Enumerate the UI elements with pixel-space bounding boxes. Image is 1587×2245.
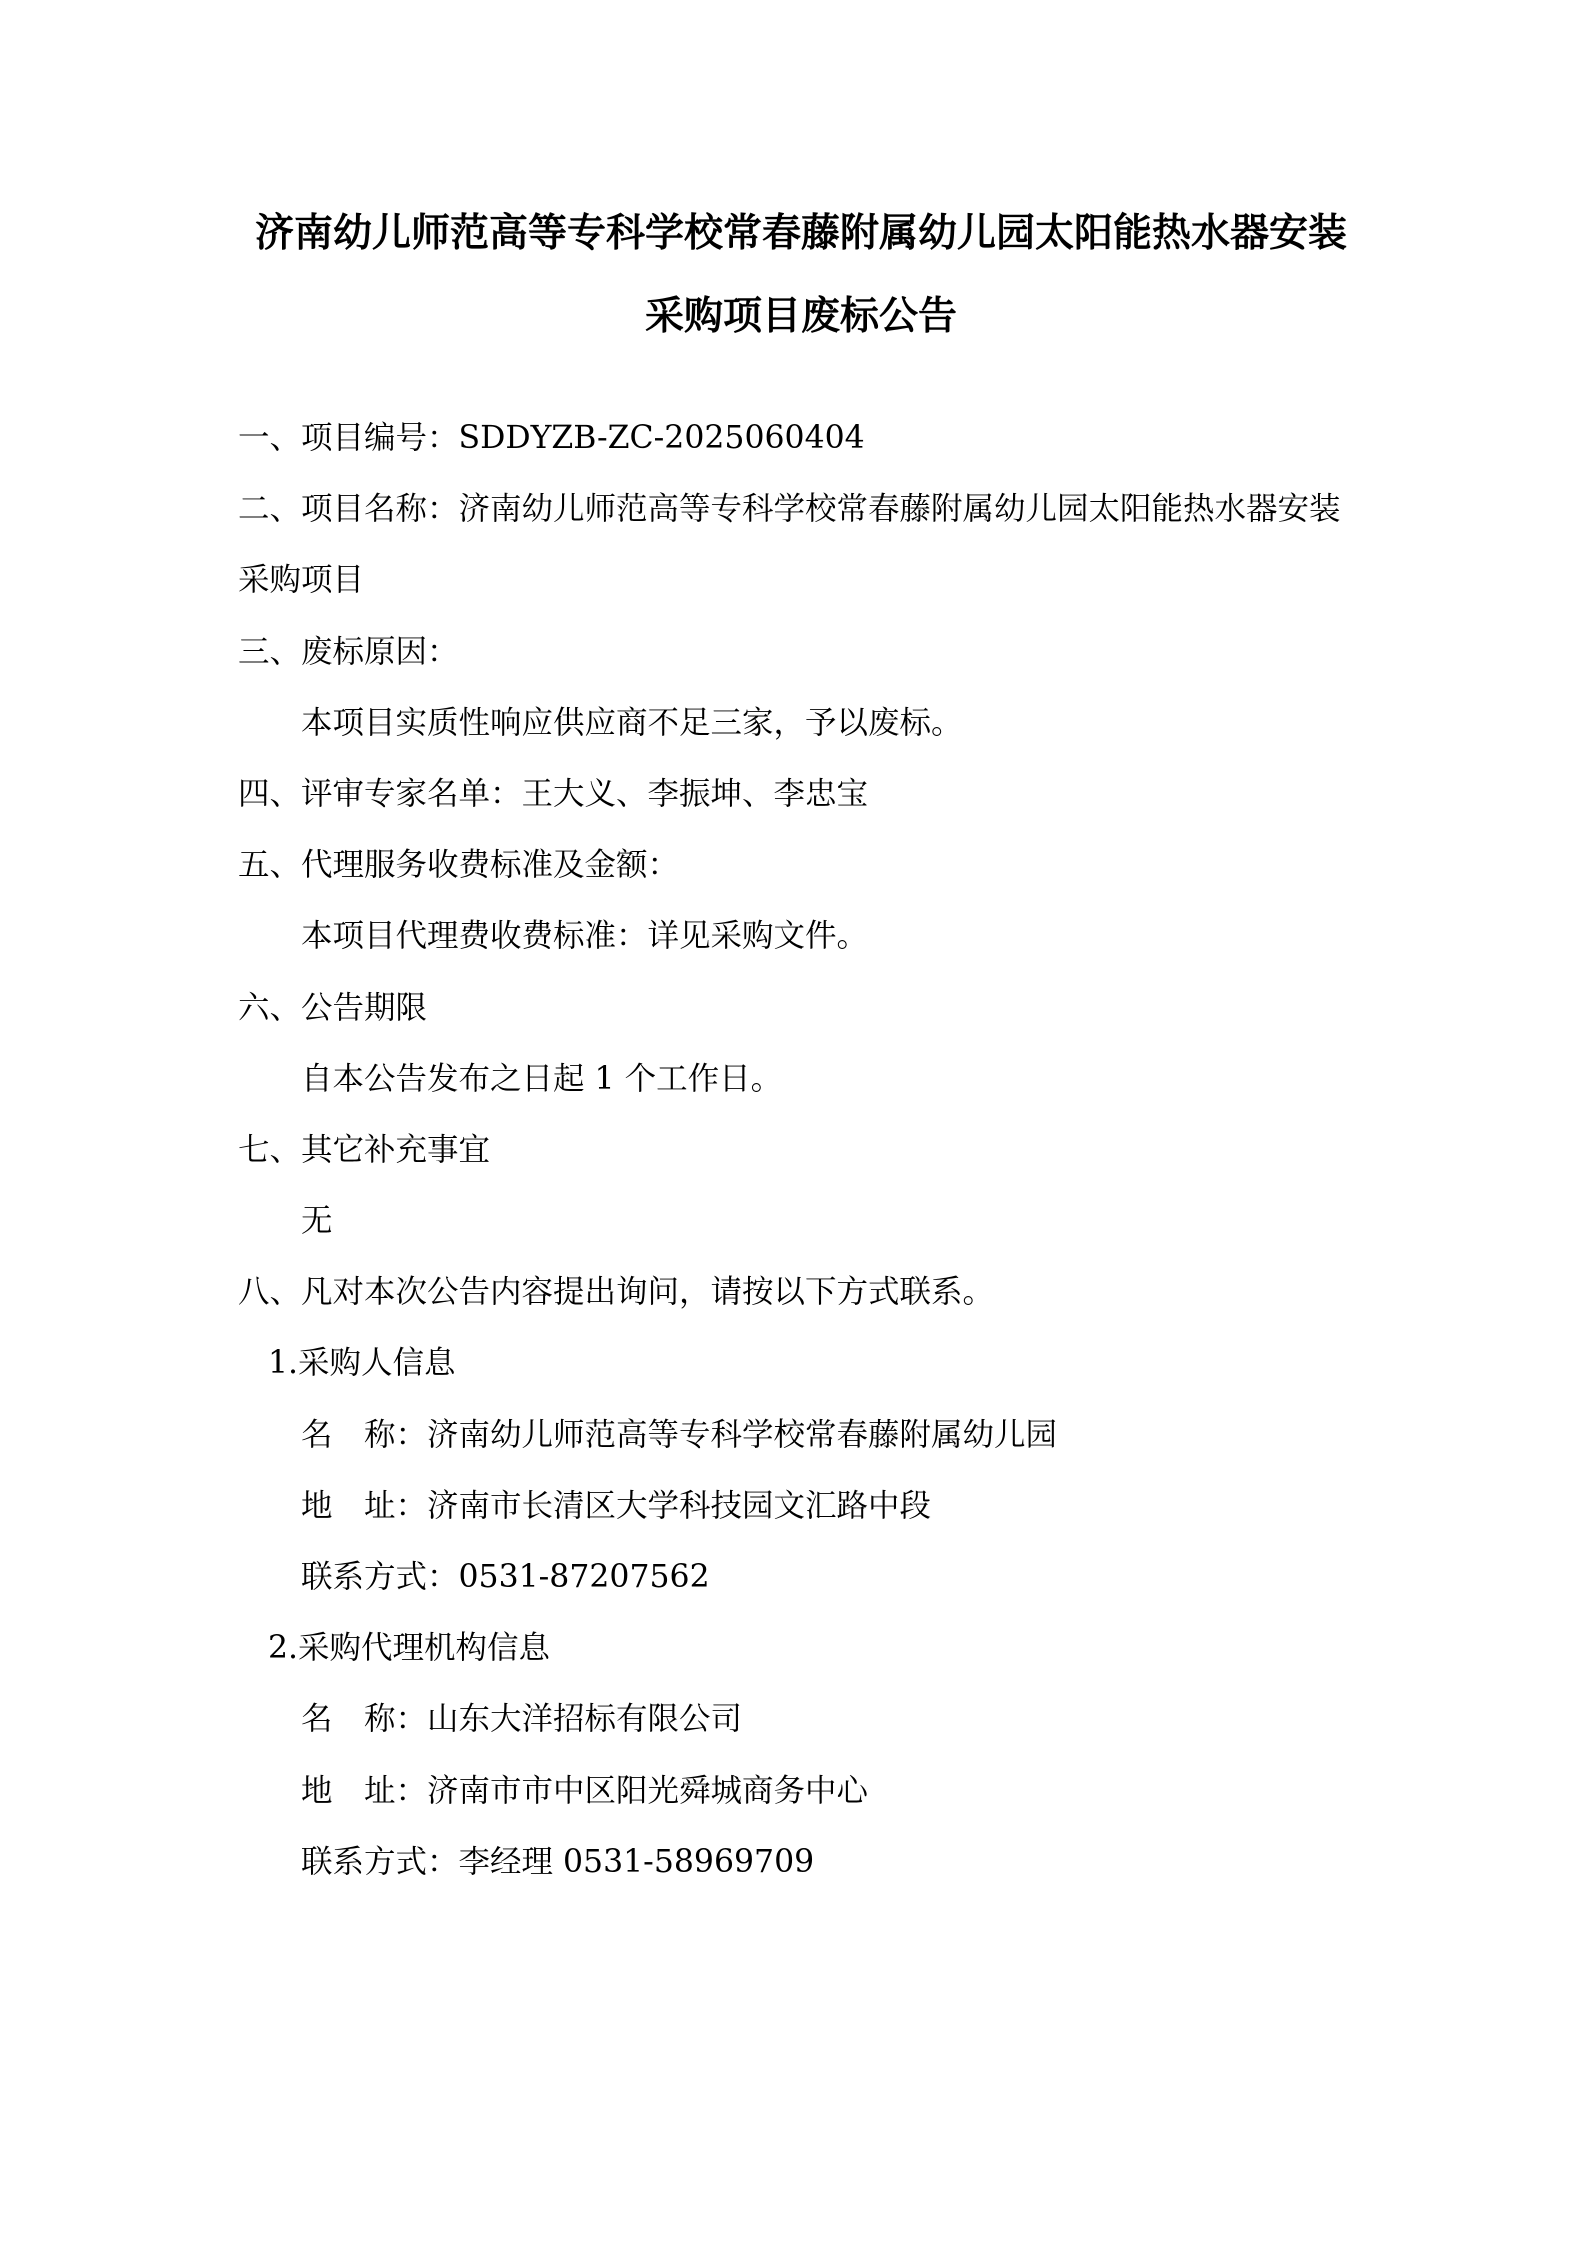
section-expert-list: 四、评审专家名单：王大义、李振坤、李忠宝 [238,775,869,812]
purchaser-info-title: 1.采购人信息 [268,1345,456,1382]
section-project-number: 一、项目编号：SDDYZB-ZC-2025060404 [238,420,865,456]
title-line-1: 济南幼儿师范高等专科学校常春藤附属幼儿园太阳能热水器安装 [254,210,1347,256]
notice-period-text: 自本公告发布之日起 1 个工作日。 [301,1060,783,1097]
section-agency-fee: 五、代理服务收费标准及金额： [238,847,680,884]
purchaser-phone: 联系方式：0531-87207562 [301,1559,710,1595]
other-matters-text: 无 [301,1203,333,1240]
purchaser-address: 地 址：济南市长清区大学科技园文汇路中段 [301,1487,932,1524]
section-rejection-reason: 三、废标原因： [238,633,459,670]
agency-phone: 联系方式：李经理 0531-58969709 [301,1843,815,1880]
document-title [238,192,1364,358]
agency-name: 名 称：山东大洋招标有限公司 [301,1701,743,1738]
agency-info-title: 2.采购代理机构信息 [268,1630,551,1667]
agency-address: 地 址：济南市市中区阳光舜城商务中心 [301,1772,869,1809]
agency-fee-text: 本项目代理费收费标准：详见采购文件。 [301,918,869,955]
section-contact-info: 八、凡对本次公告内容提出询问，请按以下方式联系。 [238,1274,995,1311]
purchaser-name: 名 称：济南幼儿师范高等专科学校常春藤附属幼儿园 [301,1416,1058,1453]
rejection-reason-text: 本项目实质性响应供应商不足三家，予以废标。 [301,704,963,741]
section-notice-period: 六、公告期限 [238,989,428,1026]
title-line-2: 采购项目废标公告 [644,293,957,339]
section-project-name-continued: 采购项目 [238,562,365,599]
document-body [238,403,1398,1898]
section-project-name: 二、项目名称：济南幼儿师范高等专科学校常春藤附属幼儿园太阳能热水器安装 [238,491,1341,528]
section-other-matters: 七、其它补充事宜 [238,1131,491,1168]
